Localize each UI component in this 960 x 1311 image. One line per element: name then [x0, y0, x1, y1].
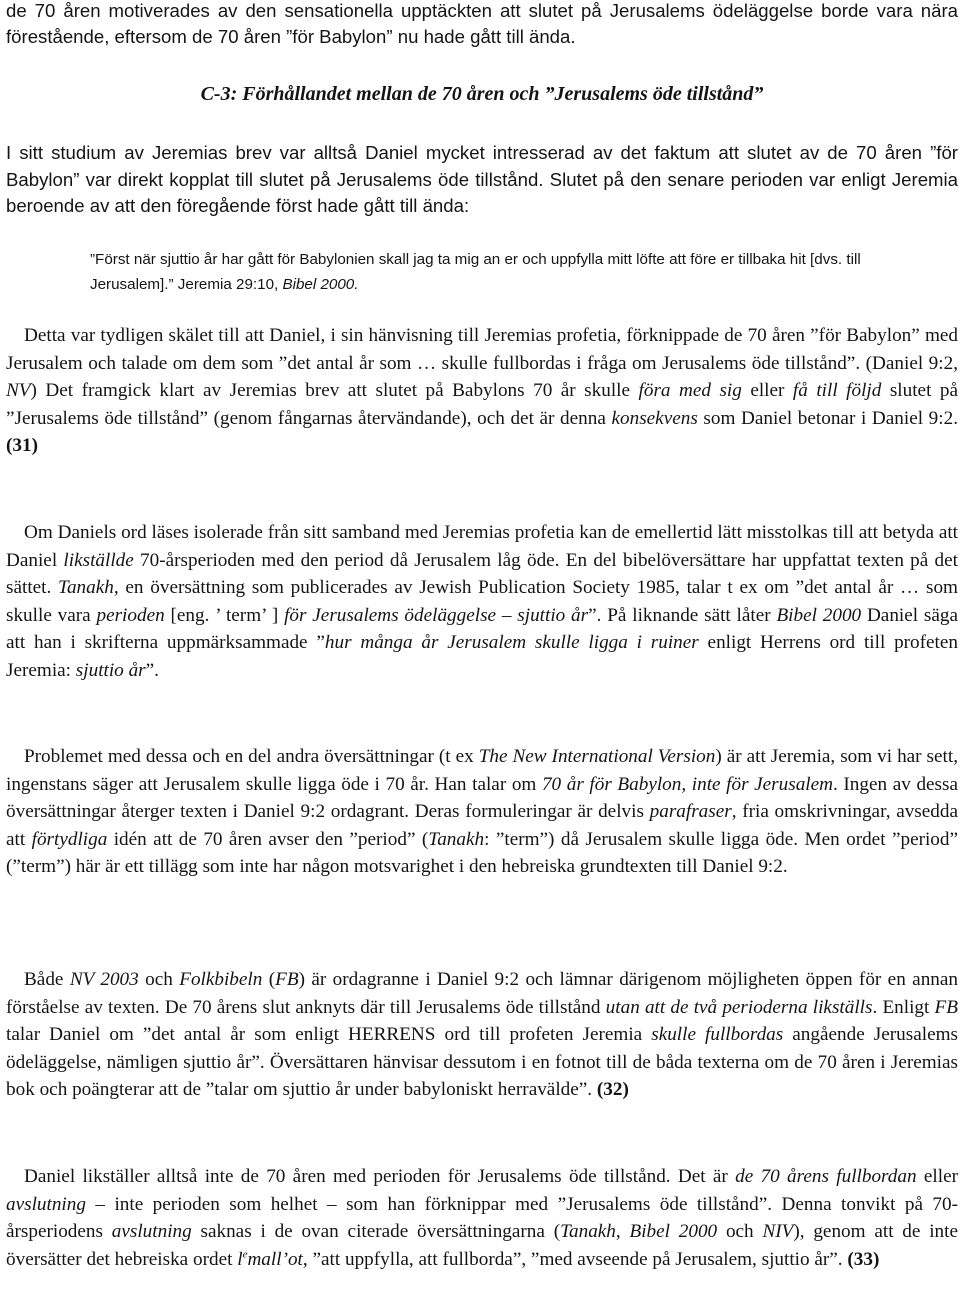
italic-run: likställde: [63, 549, 134, 571]
text-run: idén att de 70 åren avser den ”period” (: [107, 828, 429, 850]
text-run: talar Daniel om ”det antal år som enligt HERRENS ord till profeten Jeremia: [6, 1024, 652, 1046]
italic-run: FB: [934, 996, 958, 1018]
text-run: angående Jerusalems ödeläggelse, nämligen sjuttio år”. Översättaren hänvisar dessutom i en fotnot till de båda texterna om de 70 åren i Jeremias bok och poängterar att de ”talar om sjuttio år under babyloniskt herravälde”.: [6, 1024, 958, 1101]
text-run: . Enligt: [872, 996, 935, 1018]
italic-run: NIV: [762, 1221, 794, 1243]
footnote-ref-31[interactable]: (31): [6, 435, 38, 457]
italic-run: hur många år Jerusalem skulle ligga i ruiner: [324, 632, 699, 654]
italic-run: Tanakh: [58, 577, 114, 599]
text-run: slutet på ”Jerusalems öde tillstånd” (genom fångarnas återvändande), och det är denna: [6, 380, 959, 429]
italic-run: Folkbibeln: [179, 969, 263, 990]
italic-run: NV 2003: [69, 969, 139, 990]
intro-paragraph: de 70 åren motiverades av den sensationella upptäckten att slutet på Jerusalems ödeläggelse borde vara nära förestående, eftersom de 70 åren ”för Babylon” nu hade gått till ända.: [6, 0, 958, 47]
italic-run: FB: [275, 969, 299, 990]
italic-run: avslutning: [111, 1221, 192, 1243]
italic-run: skulle fullbordas: [651, 1024, 784, 1046]
text-run: ) är ordagranne i Daniel 9:2 och lämnar därigenom möjligheten öppen för en annan förståelse av texten. De 70 årens slut anknyts där till Jerusalems öde tillstånd: [6, 969, 958, 1018]
italic-run: parafraser: [649, 801, 732, 823]
text-run: eller: [916, 1166, 958, 1187]
italic-run: utan att de två perioderna likställs: [605, 996, 873, 1018]
italic-run: Tanakh: [428, 828, 485, 850]
text-run: Problemet med dessa och en del andra översättningar (t ex: [24, 746, 479, 767]
italic-run: konsekvens: [611, 407, 698, 429]
footnote-ref-33[interactable]: (33): [847, 1248, 880, 1270]
text-run: [eng. ’ term’ ]: [164, 604, 285, 626]
text-run: och: [717, 1221, 763, 1243]
quote-source: Bibel 2000.: [282, 276, 359, 293]
text-run: ”.: [145, 659, 159, 681]
italic-run: perioden: [96, 604, 165, 626]
italic-run: få till följd: [792, 380, 882, 402]
italic-run: förtydliga: [31, 828, 108, 850]
text-run: , en översättning som publicerades av Jewish Publication Society 1985, talar t ex om ”det antal år … som skulle vara: [6, 577, 958, 626]
superscript: e: [242, 1248, 248, 1261]
italic-run: The New International Version: [478, 746, 716, 767]
footnote-ref-32[interactable]: (32): [596, 1079, 629, 1101]
text-run: 70-årsperioden med den period då Jerusalem låg öde. En del bibelöversättare har uppfattat texten på det sättet.: [6, 549, 958, 599]
quote-text: ”Först när sjuttio år har gått för Babylonien skall jag ta mig an er och uppfylla mitt löfte att före er tillbaka hit [dvs. till Jerusalem].” Jeremia 29:10,: [90, 251, 861, 293]
text-run: – inte perioden som helhet – som han förknippar med ”Jerusalems öde tillstånd”. Denna tonvikt på 70-årsperiodens: [6, 1193, 958, 1243]
text-run: l: [237, 1248, 243, 1270]
paragraph-3: [6, 519, 958, 685]
paragraph-1: I sitt studium av Jeremias brev var alltså Daniel mycket intresserad av det faktum att slutet av de 70 åren ”för Babylon” var direkt kopplat till slutet på Jerusalems öde tillstånd. Slutet på den senare perioden var enligt Jeremia beroende av att den föregående först hade gått till ända:: [6, 142, 958, 216]
paragraph-4: [6, 743, 958, 881]
italic-run: NV: [6, 380, 31, 402]
text-run: mall’ot: [247, 1248, 303, 1270]
block-quote: [90, 247, 890, 297]
text-run: ,: [615, 1221, 630, 1243]
paragraph-2: [6, 322, 958, 460]
text-run: ) Det framgick klart av Jeremias brev att slutet på Babylons 70 år skulle: [30, 380, 639, 402]
paragraph-6: [6, 1163, 958, 1273]
text-run: Både: [24, 969, 70, 990]
text-run: Daniel likställer alltså inte de 70 åren med perioden för Jerusalems öde tillstånd. Det är: [24, 1166, 736, 1187]
text-run: . Ingen av dessa översättningar återger texten i Daniel 9:2 ordagrant. Deras formuleringar är delvis: [6, 773, 958, 823]
text-run: : ”term”) då Jerusalem skulle ligga öde. Men ordet ”period” (”term”) här är ett tillägg som inte har någon motsvarighet i den hebreiska grundtexten till Daniel 9:2.: [6, 828, 959, 878]
text-run: som Daniel betonar i Daniel 9:2.: [697, 407, 958, 429]
italic-run: de 70 årens fullbordan: [735, 1166, 917, 1187]
text-run: , ”att uppfylla, att fullborda”, ”med avseende på Jerusalem, sjuttio år”.: [302, 1248, 848, 1270]
hebrew-transliteration: [237, 1249, 303, 1270]
text-run: eller: [741, 380, 793, 402]
italic-run: Bibel 2000: [629, 1221, 718, 1243]
italic-run: föra med sig: [638, 380, 742, 402]
italic-run: sjuttio år: [75, 659, 146, 681]
italic-run: avslutning: [6, 1193, 86, 1215]
italic-run: för Jerusalems ödeläggelse – sjuttio år: [284, 604, 589, 626]
section-heading: C-3: Förhållandet mellan de 70 åren och ”Jerusalems öde tillstånd”: [200, 83, 764, 105]
text-run: saknas i de ovan citerade översättningarna (: [191, 1221, 561, 1243]
text-run: Om Daniels ord läses isolerade från sitt samband med Jeremias profetia kan de emellertid lätt misstolkas till att betyda att Daniel: [6, 522, 958, 571]
text-run: ), genom att de inte översätter det hebreiska ordet: [6, 1221, 958, 1270]
text-run: enligt Herrens ord till profeten Jeremia:: [6, 632, 958, 681]
italic-run: 70 år för Babylon, inte för Jerusalem: [541, 773, 834, 795]
text-run: , fria omskrivningar, avsedda att: [6, 801, 958, 850]
paragraph-5: [6, 966, 958, 1104]
italic-run: Bibel 2000: [776, 604, 862, 626]
italic-run: Tanakh: [560, 1221, 616, 1243]
text-run: Detta var tydligen skälet till att Daniel, i sin hänvisning till Jeremias profetia, förknippade de 70 åren ”för Babylon” med Jerusalem och talade om dem som ”det antal år som … skulle fullbordas i fråga om Jerusalems öde tillstånd”. (Daniel 9:2,: [6, 325, 958, 374]
text-run: ) är att Jeremia, som vi har sett, ingenstans säger att Jerusalem skulle ligga öde i 70 år. Han talar om: [6, 746, 958, 795]
text-run: (: [262, 969, 276, 990]
text-run: och: [138, 969, 180, 990]
text-run: ”. På liknande sätt låter: [588, 604, 777, 626]
text-run: Daniel säga att han i skrifterna uppmärksammade ”: [6, 604, 958, 654]
